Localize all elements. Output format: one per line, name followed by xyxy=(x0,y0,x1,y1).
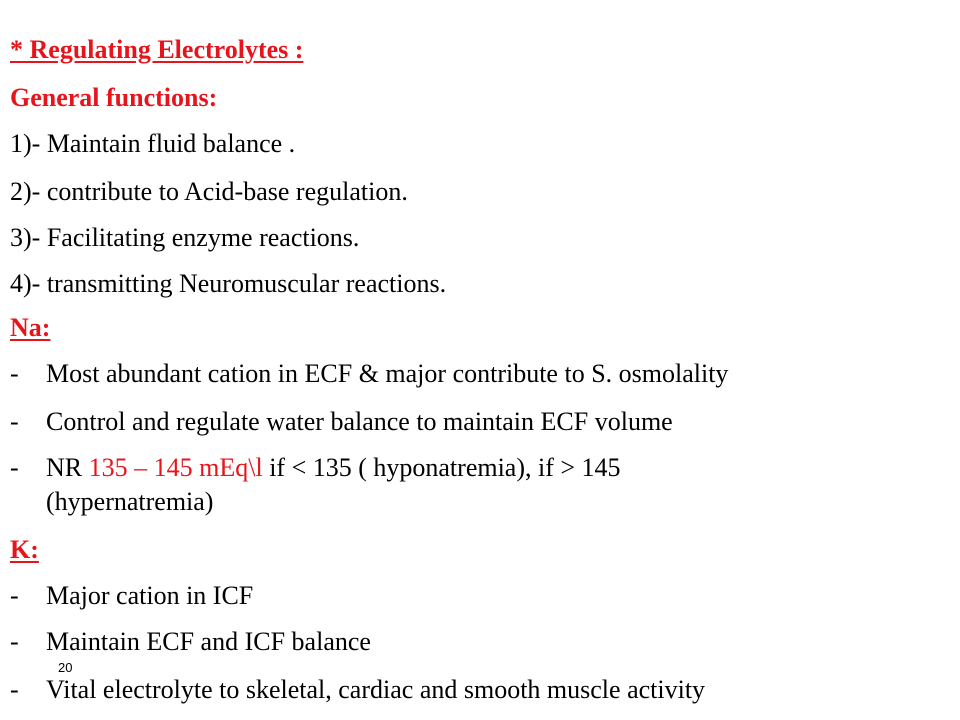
page-number: 20 xyxy=(58,660,73,675)
bullet-marker: - xyxy=(10,627,19,656)
function-item: 1)- Maintain fluid balance . xyxy=(10,129,296,158)
na-item: Most abundant cation in ECF & major contribute to S. osmolality xyxy=(46,359,729,388)
nr-prefix: NR xyxy=(46,453,89,482)
k-item: Maintain ECF and ICF balance xyxy=(46,627,371,656)
na-heading: Na: xyxy=(10,313,51,342)
nr-suffix: if < 135 ( hyponatremia), if > 145 xyxy=(262,453,621,482)
nr-range: 135 – 145 mEq\l xyxy=(88,453,263,482)
bullet-marker: - xyxy=(10,407,19,436)
function-item: 2)- contribute to Acid-base regulation. xyxy=(10,177,408,206)
bullet-marker: - xyxy=(10,675,19,704)
na-normal-range-item xyxy=(46,452,621,484)
k-heading: K: xyxy=(10,535,39,564)
section-title: * Regulating Electrolytes : xyxy=(10,35,304,64)
na-item: Control and regulate water balance to maintain ECF volume xyxy=(46,407,673,436)
k-item: Major cation in ICF xyxy=(46,581,254,610)
function-item: 3)- Facilitating enzyme reactions. xyxy=(10,223,360,252)
nr-continuation: (hypernatremia) xyxy=(46,487,214,516)
function-item: 4)- transmitting Neuromuscular reactions. xyxy=(10,269,447,298)
general-functions-heading: General functions: xyxy=(10,83,218,112)
bullet-marker: - xyxy=(10,359,19,388)
bullet-marker: - xyxy=(10,581,19,610)
bullet-marker: - xyxy=(10,453,19,482)
k-item: Vital electrolyte to skeletal, cardiac and smooth muscle activity xyxy=(46,675,706,704)
